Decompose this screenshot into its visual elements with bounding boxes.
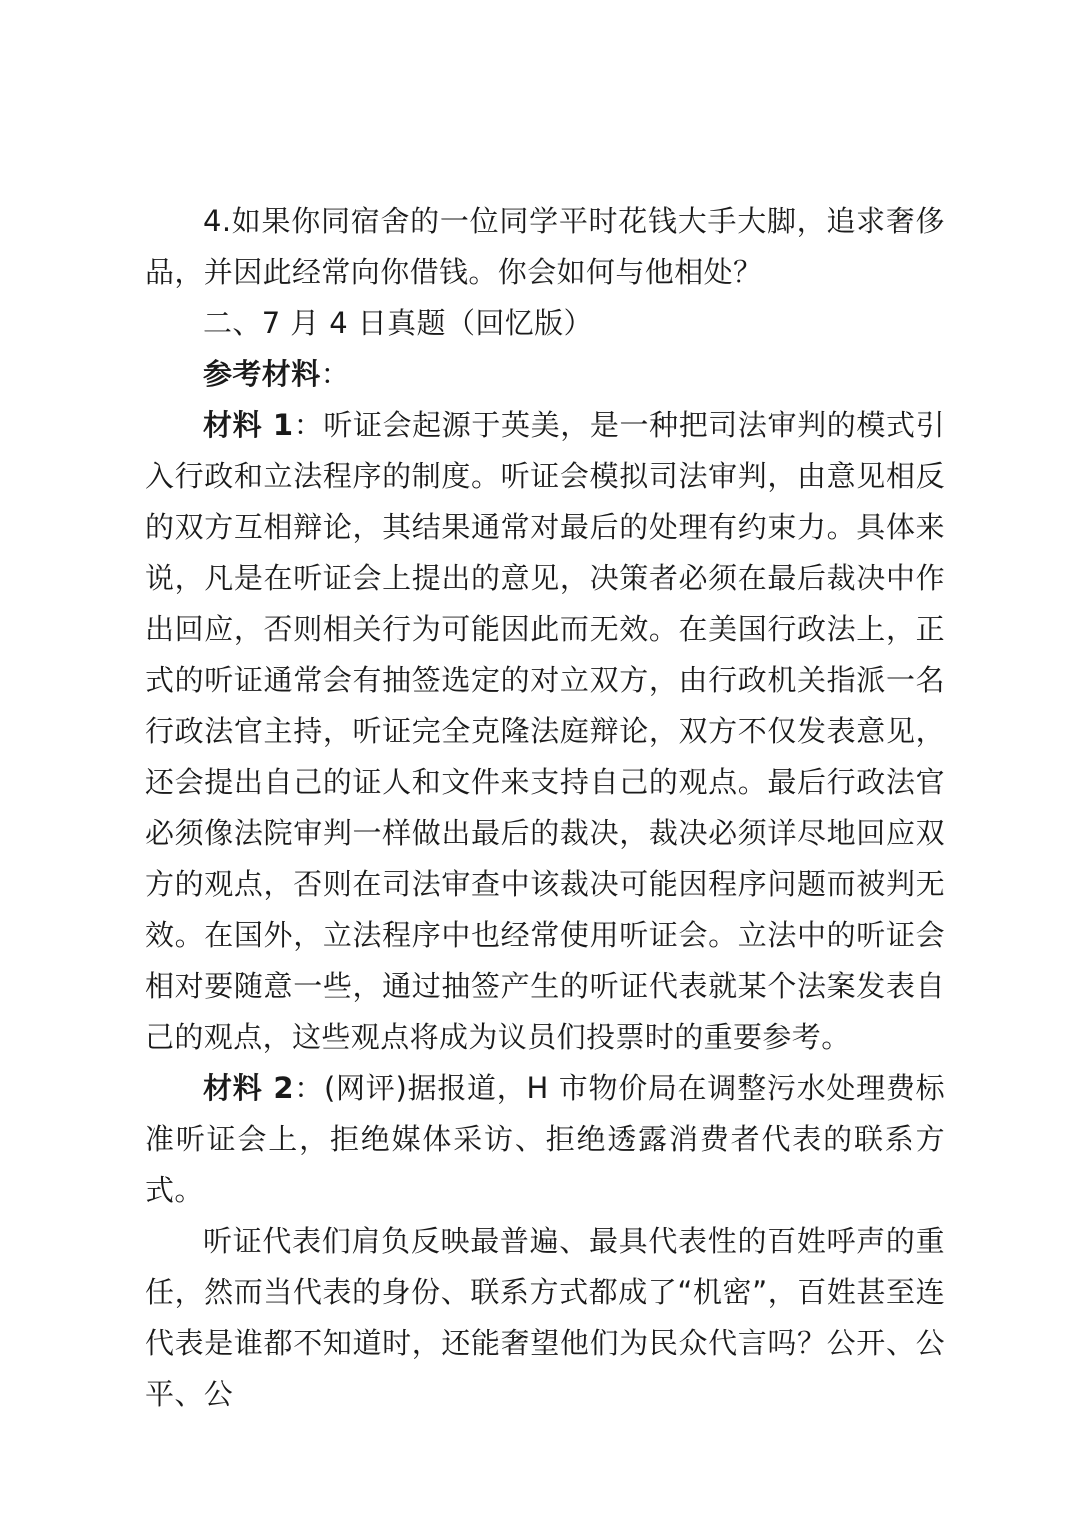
material-1-paragraph bbox=[145, 400, 945, 1063]
material-2-text: ：(网评)据报道，H 市物价局在调整污水处理费标准听证会上，拒绝媒体采访、拒绝透露消费者代表的联系方式。 bbox=[145, 1071, 945, 1207]
document-page bbox=[145, 196, 945, 1420]
material-1-label: 材料 1 bbox=[203, 408, 294, 442]
material-2-label: 材料 2 bbox=[203, 1071, 294, 1105]
reference-colon: ： bbox=[320, 357, 351, 391]
material-2-paragraph bbox=[145, 1063, 945, 1216]
material-1-text: ：听证会起源于英美，是一种把司法审判的模式引入行政和立法程序的制度。听证会模拟司法审判，由意见相反的双方互相辩论，其结果通常对最后的处理有约束力。具体来说，凡是在听证会上提出的意见，决策者必须在最后裁决中作出回应，否则相关行为可能因此而无效。在美国行政法上，正式的听证通常会有抽签选定的对立双方，由行政机关指派一名行政法官主持，听证完全克隆法庭辩论，双方不仅发表意见，还会提出自己的证人和文件来支持自己的观点。最后行政法官必须像法院审判一样做出最后的裁决，裁决必须详尽地回应双方的观点，否则在司法审查中该裁决可能因程序问题而被判无效。在国外，立法程序中也经常使用听证会。立法中的听证会相对要随意一些，通过抽签产生的听证代表就某个法案发表自己的观点，这些观点将成为议员们投票时的重要参考。 bbox=[145, 408, 945, 1054]
question-4-paragraph: 4.如果你同宿舍的一位同学平时花钱大手大脚，追求奢侈品，并因此经常向你借钱。你会如何与他相处？ bbox=[145, 204, 945, 289]
reference-label: 参考材料 bbox=[203, 357, 321, 391]
reference-materials-heading bbox=[145, 349, 945, 400]
section-heading: 二、7 月 4 日真题（回忆版） bbox=[203, 306, 593, 340]
final-paragraph: 听证代表们肩负反映最普遍、最具代表性的百姓呼声的重任，然而当代表的身份、联系方式都成了“机密”，百姓甚至连代表是谁都不知道时，还能奢望他们为民众代言吗？公开、公平、公 bbox=[145, 1224, 945, 1411]
